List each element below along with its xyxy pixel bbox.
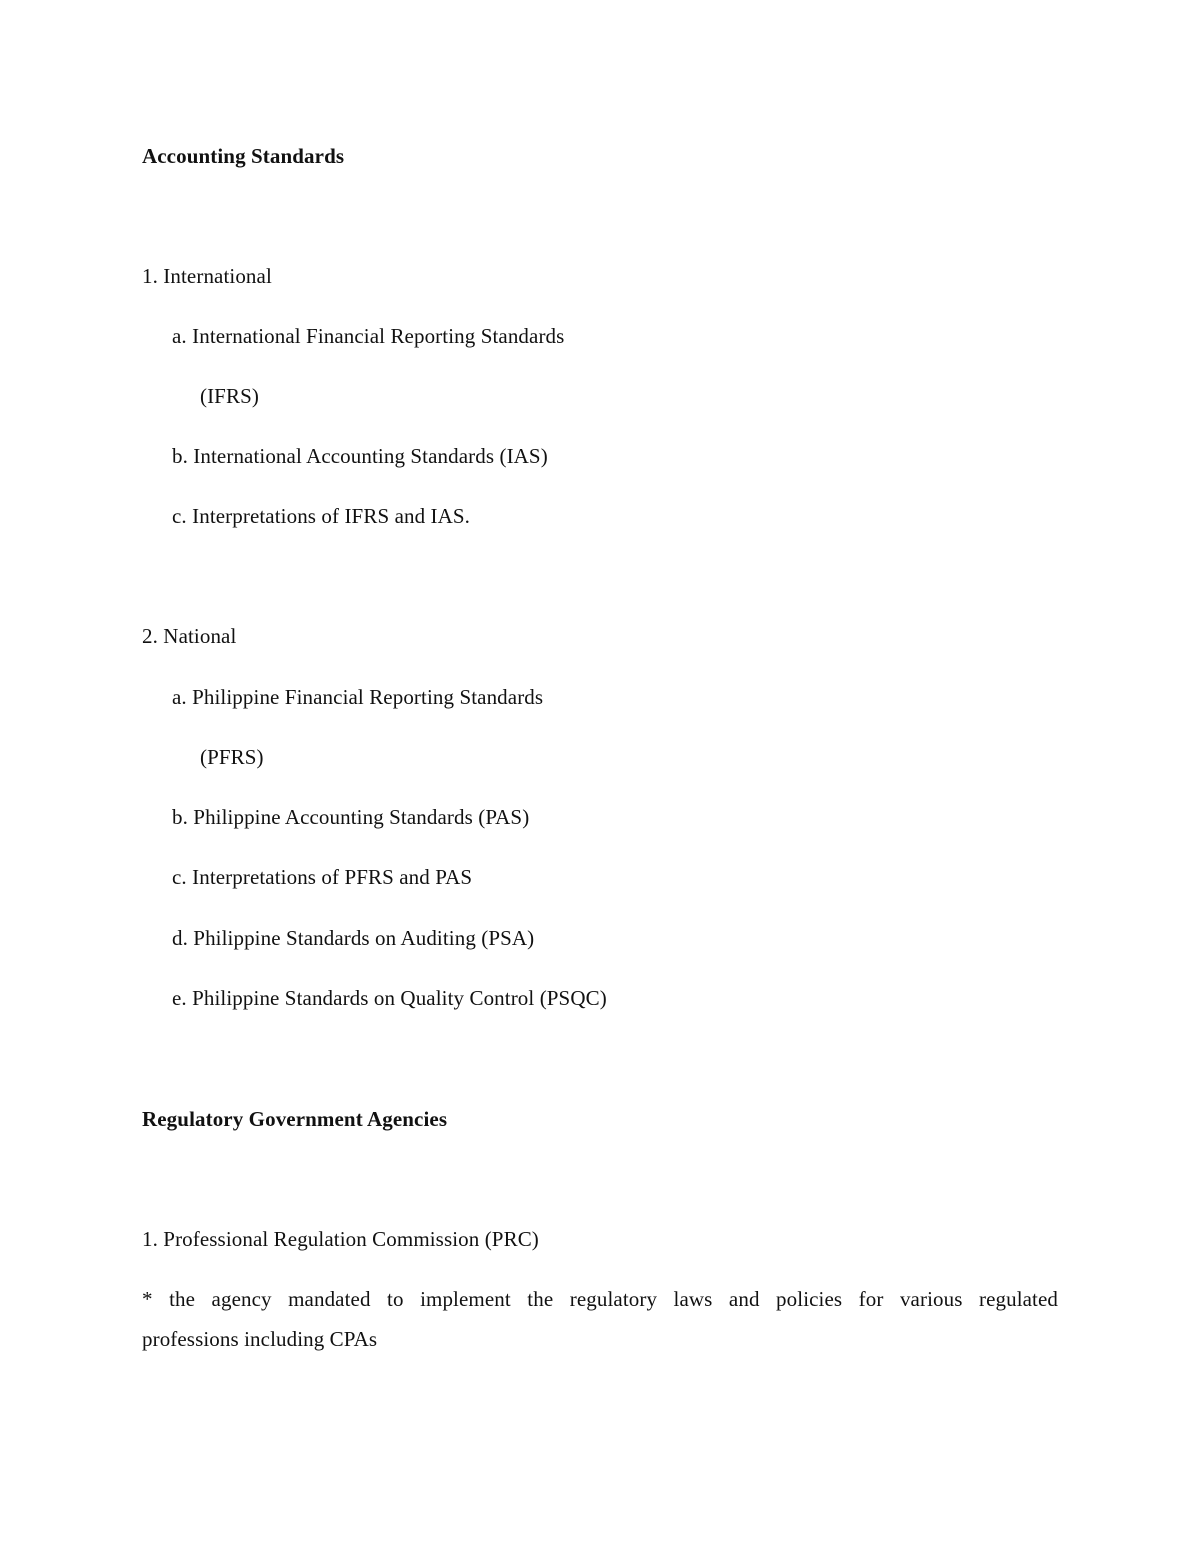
section-heading-regulatory-agencies: Regulatory Government Agencies	[142, 1107, 448, 1131]
list-item-psqc: e. Philippine Standards on Quality Control (PSQC)	[172, 986, 607, 1010]
note-prc-line-2: professions including CPAs	[142, 1327, 378, 1351]
note-prc-line-1: * the agency mandated to implement the regulatory laws and policies for various regulated	[142, 1287, 1058, 1311]
list-item-pas: b. Philippine Accounting Standards (PAS)	[172, 805, 530, 829]
list-item-interpretations-ifrs-ias: c. Interpretations of IFRS and IAS.	[172, 504, 471, 528]
group-title-national: 2. National	[142, 624, 237, 648]
list-item-pfrs-abbr: (PFRS)	[200, 745, 264, 769]
list-item-pfrs: a. Philippine Financial Reporting Standards	[172, 685, 544, 709]
list-item-ifrs: a. International Financial Reporting Standards	[172, 324, 565, 348]
section-heading-accounting-standards: Accounting Standards	[142, 144, 345, 168]
list-item-interpretations-pfrs-pas: c. Interpretations of PFRS and PAS	[172, 865, 473, 889]
group-title-international: 1. International	[142, 264, 272, 288]
list-item-psa: d. Philippine Standards on Auditing (PSA)	[172, 926, 535, 950]
list-item-ias: b. International Accounting Standards (IAS)	[172, 444, 548, 468]
list-item-ifrs-abbr: (IFRS)	[200, 384, 259, 408]
group-title-prc: 1. Professional Regulation Commission (PRC)	[142, 1227, 539, 1251]
